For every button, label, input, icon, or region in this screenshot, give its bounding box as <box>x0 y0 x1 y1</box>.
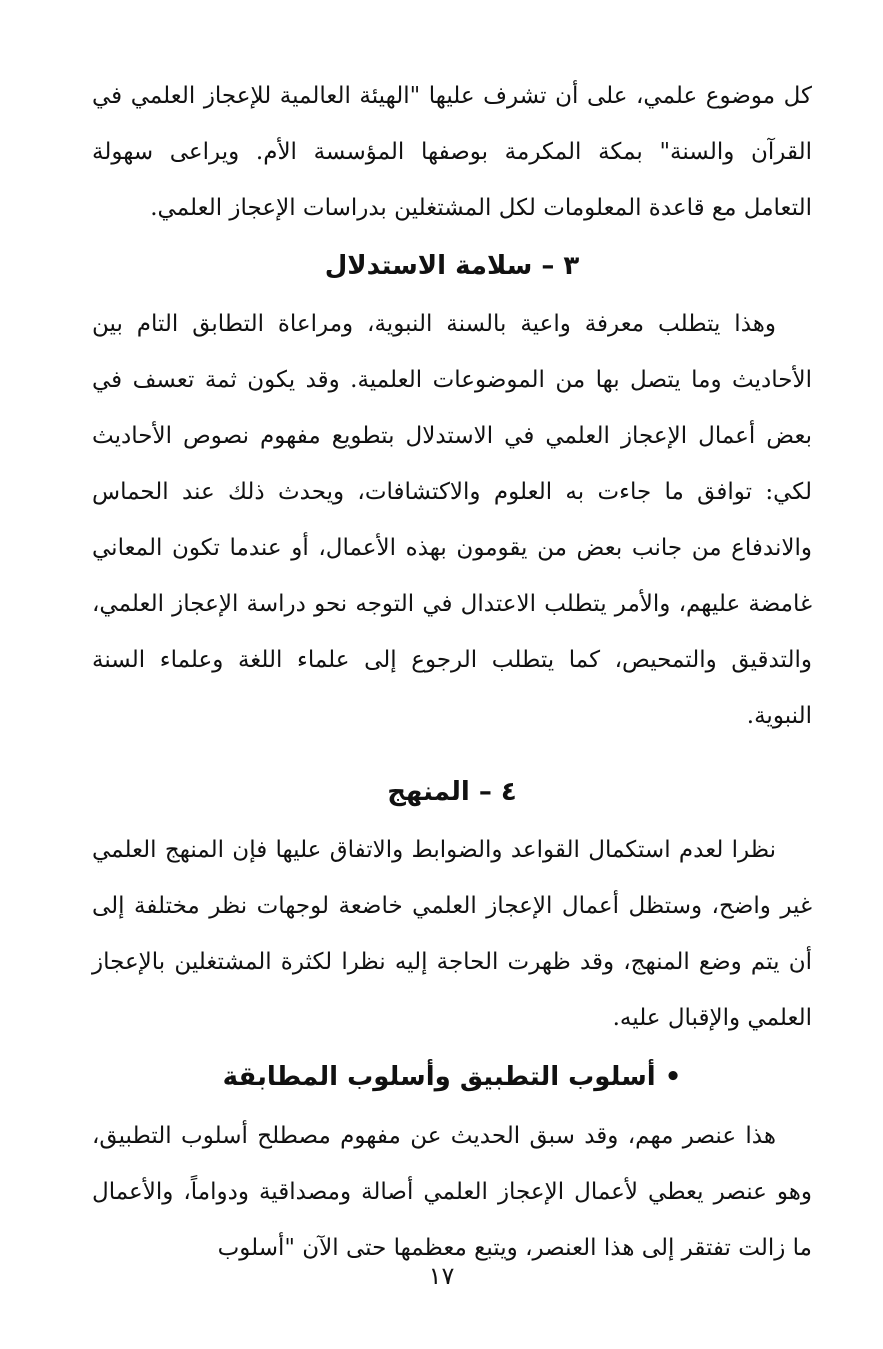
heading-application-method: • أسلوب التطبيق وأسلوب المطابقة <box>222 1062 682 1092</box>
paragraph-sound-inference: وهذا يتطلب معرفة واعية بالسنة النبوية، ومراعاة التطابق التام بين الأحاديث وما يتصل بها من الموضوعات العلمية. وقد يكون ثمة تعسف في بعض أعمال الإعجاز العلمي في الاستدلال بتطويع مفهوم نصوص الأحاديث لكي: توافق ما جاءت به العلوم والاكتشافات، ويحدث ذلك عند الحماس والاندفاع من جانب بعض من يقومون بهذه الأعمال، أو عندما تكون المعاني غامضة عليهم، والأمر يتطلب الاعتدال في التوجه نحو دراسة الإعجاز العلمي، والتدقيق والتمحيص، كما يتطلب الرجوع إلى علماء اللغة وعلماء السنة النبوية. <box>92 311 812 729</box>
heading-sound-inference: ٣ – سلامة الاستدلال <box>324 251 580 281</box>
page-content <box>92 68 812 1276</box>
heading-methodology: ٤ – المنهج <box>387 777 517 807</box>
paragraph-methodology: نظرا لعدم استكمال القواعد والضوابط والاتفاق عليها فإن المنهج العلمي غير واضح، وستظل أعمال الإعجاز العلمي خاضعة لوجهات نظر مختلفة إلى أن يتم وضع المنهج، وقد ظهرت الحاجة إليه نظرا لكثرة المشتغلين بالإعجاز العلمي والإقبال عليه. <box>92 837 812 1031</box>
page-number: ١٧ <box>428 1262 455 1290</box>
paragraph-database-intro: كل موضوع علمي، على أن تشرف عليها "الهيئة العالمية للإعجاز العلمي في القرآن والسنة" بمكة المكرمة بوصفها المؤسسة الأم. ويراعى سهولة التعامل مع قاعدة المعلومات لكل المشتغلين بدراسات الإعجاز العلمي. <box>92 83 812 221</box>
paragraph-application-method: هذا عنصر مهم، وقد سبق الحديث عن مفهوم مصطلح أسلوب التطبيق، وهو عنصر يعطي لأعمال الإعجاز العلمي أصالة ومصداقية ودواماً، والأعمال ما زالت تفتقر إلى هذا العنصر، ويتبع معظمها حتى الآن "أسلوب <box>92 1123 812 1261</box>
